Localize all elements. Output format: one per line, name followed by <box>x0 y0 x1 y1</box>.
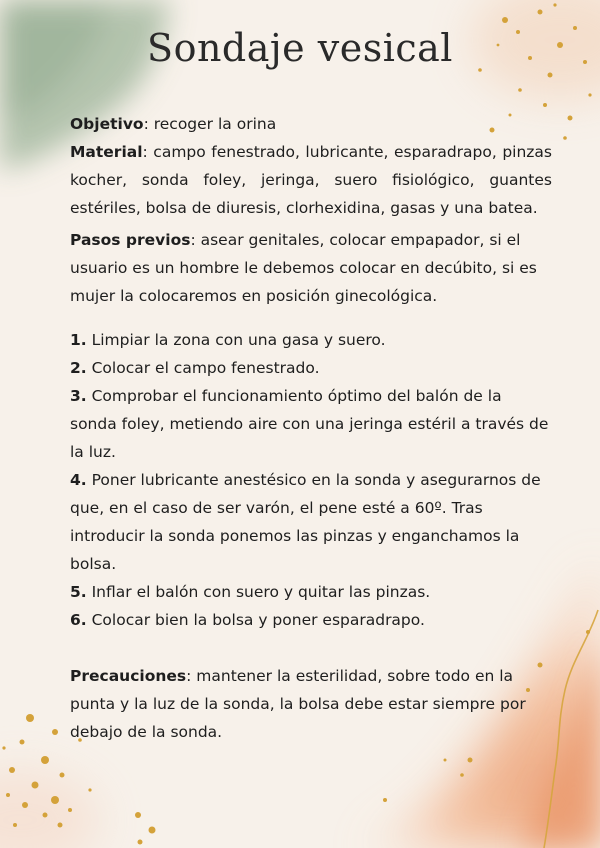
step-text: Limpiar la zona con una gasa y suero. <box>86 331 386 349</box>
document-body <box>70 110 552 746</box>
step-text: Comprobar el funcionamiento óptimo del balón de la sonda foley, metiendo aire con una jeringa estéril a través de la luz. <box>70 387 549 461</box>
step-item <box>70 578 552 606</box>
pasos-previos-paragraph <box>70 226 552 310</box>
step-text: Poner lubricante anestésico en la sonda y asegurarnos de que, en el caso de ser varón, el pene esté a 60º. Tras introducir la sonda ponemos las pinzas y enganchamos la bolsa. <box>70 471 541 573</box>
step-number: 5. <box>70 583 87 601</box>
step-number: 3. <box>70 387 87 405</box>
pasos-previos-label: Pasos previos <box>70 231 191 249</box>
step-number: 6. <box>70 611 87 629</box>
material-text: : campo fenestrado, lubricante, esparadrapo, pinzas kocher, sonda foley, jeringa, suero fisiológico, guantes estériles, bolsa de diuresis, clorhexidina, gasas y una batea. <box>70 143 552 217</box>
pink-wash-bottom-left <box>0 770 100 848</box>
material-paragraph <box>70 138 552 222</box>
pasos-previos-text: : asear genitales, colocar empapador, si el usuario es un hombre le debemos colocar en decúbito, si es mujer la colocaremos en posición ginecológica. <box>70 231 537 305</box>
step-text: Inflar el balón con suero y quitar las pinzas. <box>86 583 431 601</box>
precauciones-label: Precauciones <box>70 667 187 685</box>
step-number: 4. <box>70 471 87 489</box>
step-item <box>70 354 552 382</box>
step-item <box>70 326 552 354</box>
precauciones-text: : mantener la esterilidad, sobre todo en la punta y la luz de la sonda, la bolsa debe estar siempre por debajo de la sonda. <box>70 667 526 741</box>
precauciones-paragraph <box>70 662 552 746</box>
material-label: Material <box>70 143 143 161</box>
step-number: 2. <box>70 359 87 377</box>
step-item <box>70 606 552 634</box>
step-text: Colocar el campo fenestrado. <box>86 359 320 377</box>
objetivo-label: Objetivo <box>70 115 144 133</box>
step-item <box>70 466 552 578</box>
steps-list <box>70 326 552 634</box>
page-title: Sondaje vesical <box>147 26 453 70</box>
objetivo-paragraph <box>70 110 552 138</box>
step-item <box>70 382 552 466</box>
step-number: 1. <box>70 331 87 349</box>
step-text: Colocar bien la bolsa y poner esparadrapo. <box>86 611 425 629</box>
objetivo-text: : recoger la orina <box>143 115 277 133</box>
